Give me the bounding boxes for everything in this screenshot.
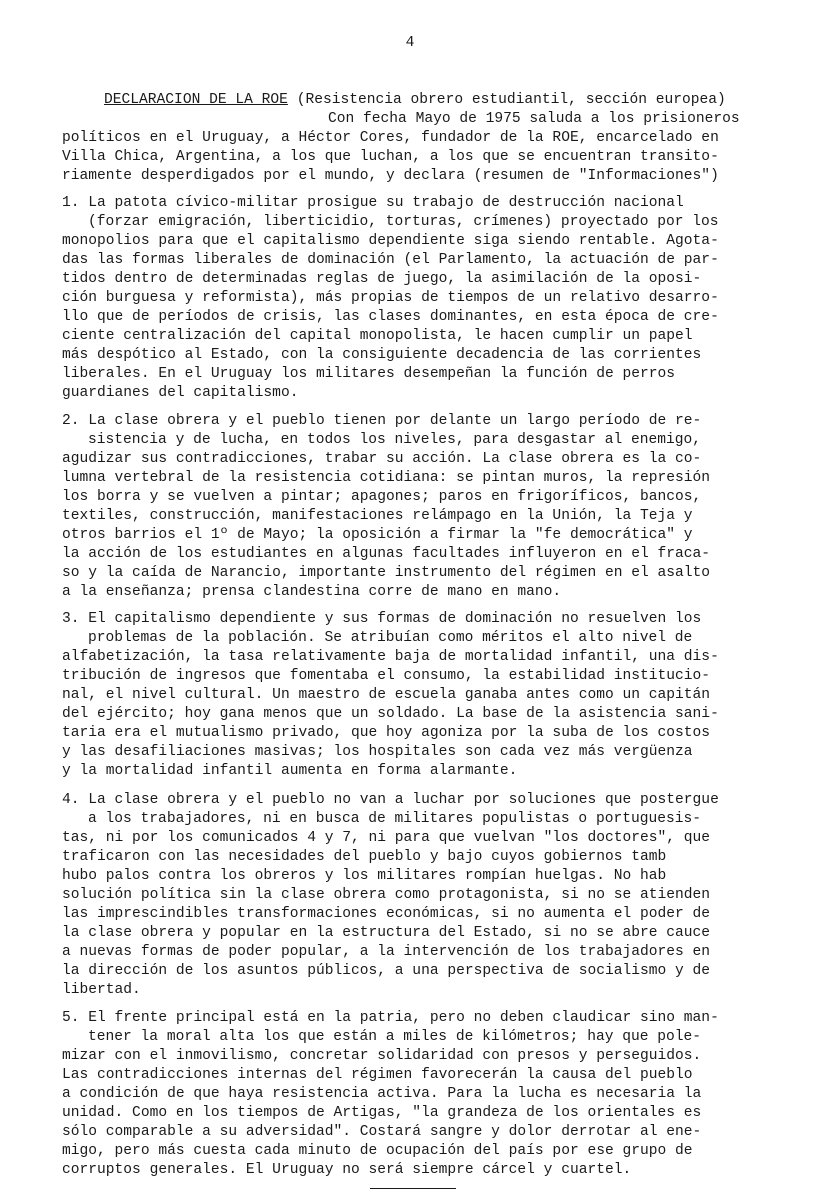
point-3-line: 3. El capitalismo dependiente y sus formas de dominación no resuelven los [62,611,702,627]
heading-line [104,91,726,110]
point-1-line: (forzar emigración, liberticidio, torturas, crímenes) proyectado por los [88,214,719,230]
heading-title: DECLARACION DE LA ROE [104,92,288,108]
point-4-line: hubo palos contra los obreros y los militares rompían huelgas. No hab [62,868,667,884]
point-3-line: del ejército; hoy gana menos que un soldado. La base de la asistencia sani- [62,706,719,722]
heading-subtitle: (Resistencia obrero estudiantil, sección europea) [296,92,726,108]
closing-rule [370,1188,456,1189]
point-3-line: y la mortalidad infantil aumenta en forma alarmante. [62,763,518,779]
point-5-line: sólo comparable a su adversidad". Costará sangre y dolor derrotar al ene- [62,1124,702,1140]
point-1-line: guardianes del capitalismo. [62,385,299,401]
point-5-line: Las contradicciones internas del régimen favorecerán la causa del pueblo [62,1067,693,1083]
page-number: 4 [405,35,415,51]
point-5-line: unidad. Como en los tiempos de Artigas, "la grandeza de los orientales es [62,1105,702,1121]
point-1-line: liberales. En el Uruguay los militares desempeñan la función de perros [62,366,676,382]
point-3-line: alfabetización, la tasa relativamente baja de mortalidad infantil, una dis- [62,649,719,665]
intro-line: Villa Chica, Argentina, a los que luchan, a los que se encuentran transito- [62,149,719,165]
point-1-line: tidos dentro de determinadas reglas de juego, la asimilación de la oposi- [62,271,702,287]
point-1-line: ción burguesa y reformista), más propias de tiempos de un relativo desarro- [62,290,719,306]
point-5-line: a condición de que haya resistencia activa. Para la lucha es necesaria la [62,1086,702,1102]
intro-line: riamente desperdigados por el mundo, y declara (resumen de "Informaciones") [62,168,719,184]
point-2-line: a la enseñanza; prensa clandestina corre de mano en mano. [62,584,562,600]
point-3-line: tribución de ingresos que fomentaba el consumo, la estabilidad institucio- [62,668,711,684]
point-1-line: 1. La patota cívico-militar prosigue su trabajo de destrucción nacional [62,195,684,211]
point-1-line: más despótico al Estado, con la consiguiente decadencia de las corrientes [62,347,702,363]
intro-line: Con fecha Mayo de 1975 saluda a los prisioneros [328,111,740,127]
point-2-line: la acción de los estudiantes en algunas facultades influyeron en el fraca- [62,546,711,562]
point-5-line: 5. El frente principal está en la patria, pero no deben claudicar sino man- [62,1010,719,1026]
point-5-line: mizar con el inmovilismo, concretar solidaridad con presos y perseguidos. [62,1048,702,1064]
point-4-line: libertad. [62,982,141,998]
point-1-line: llo que de períodos de crisis, las clases dominantes, en esta época de cre- [62,309,719,325]
point-4-line: a los trabajadores, ni en busca de militares populistas o portuguesis- [88,811,702,827]
point-2-line: los borra y se vuelven a pintar; apagones; paros en frigoríficos, bancos, [62,489,702,505]
point-5-line: corruptos generales. El Uruguay no será siempre cárcel y cuartel. [62,1162,632,1178]
point-2-line: agudizar sus contradicciones, trabar su acción. La clase obrera es la co- [62,451,702,467]
point-2-line: textiles, construcción, manifestaciones relámpago en la Unión, la Teja y [62,508,693,524]
point-5-line: migo, pero más cuesta cada minuto de ocupación del país por ese grupo de [62,1143,693,1159]
point-4-line: las imprescindibles transformaciones económicas, si no aumenta el poder de [62,906,711,922]
point-5-line: tener la moral alta los que están a miles de kilómetros; hay que pole- [88,1029,702,1045]
point-2-line: 2. La clase obrera y el pueblo tienen por delante un largo período de re- [62,413,702,429]
point-4-line: a nuevas formas de poder popular, a la intervención de los trabajadores en [62,944,711,960]
point-4-line: la clase obrera y popular en la estructura del Estado, si no se abre cauce [62,925,711,941]
point-3-line: nal, el nivel cultural. Un maestro de escuela ganaba antes como un capitán [62,687,711,703]
point-1-line: monopolios para que el capitalismo dependiente siga siendo rentable. Agota- [62,233,719,249]
point-4-line: solución política sin la clase obrera como protagonista, si no se atienden [62,887,711,903]
point-2-line: lumna vertebral de la resistencia cotidiana: se pintan muros, la represión [62,470,711,486]
intro-line: políticos en el Uruguay, a Héctor Cores, fundador de la ROE, encarcelado en [62,130,719,146]
point-2-line: so y la caída de Narancio, importante instrumento del régimen en el asalto [62,565,711,581]
point-4-line: la dirección de los asuntos públicos, a una perspectiva de socialismo y de [62,963,711,979]
point-3-line: problemas de la población. Se atribuían como méritos el alto nivel de [88,630,693,646]
point-3-line: taria era el mutualismo privado, que hoy agoniza por la suba de los costos [62,725,711,741]
point-4-line: tas, ni por los comunicados 4 y 7, ni para que vuelvan "los doctores", que [62,830,711,846]
point-1-line: das las formas liberales de dominación (el Parlamento, la actuación de par- [62,252,719,268]
point-4-line: traficaron con las necesidades del pueblo y bajo cuyos gobiernos tamb [62,849,667,865]
point-2-line: otros barrios el 1º de Mayo; la oposición a firmar la "fe democrática" y [62,527,693,543]
point-3-line: y las desafiliaciones masivas; los hospitales son cada vez más vergüenza [62,744,693,760]
point-1-line: ciente centralización del capital monopolista, le hacen cumplir un papel [62,328,693,344]
point-4-line: 4. La clase obrera y el pueblo no van a luchar por soluciones que postergue [62,792,719,808]
point-2-line: sistencia y de lucha, en todos los niveles, para desgastar al enemigo, [88,432,702,448]
